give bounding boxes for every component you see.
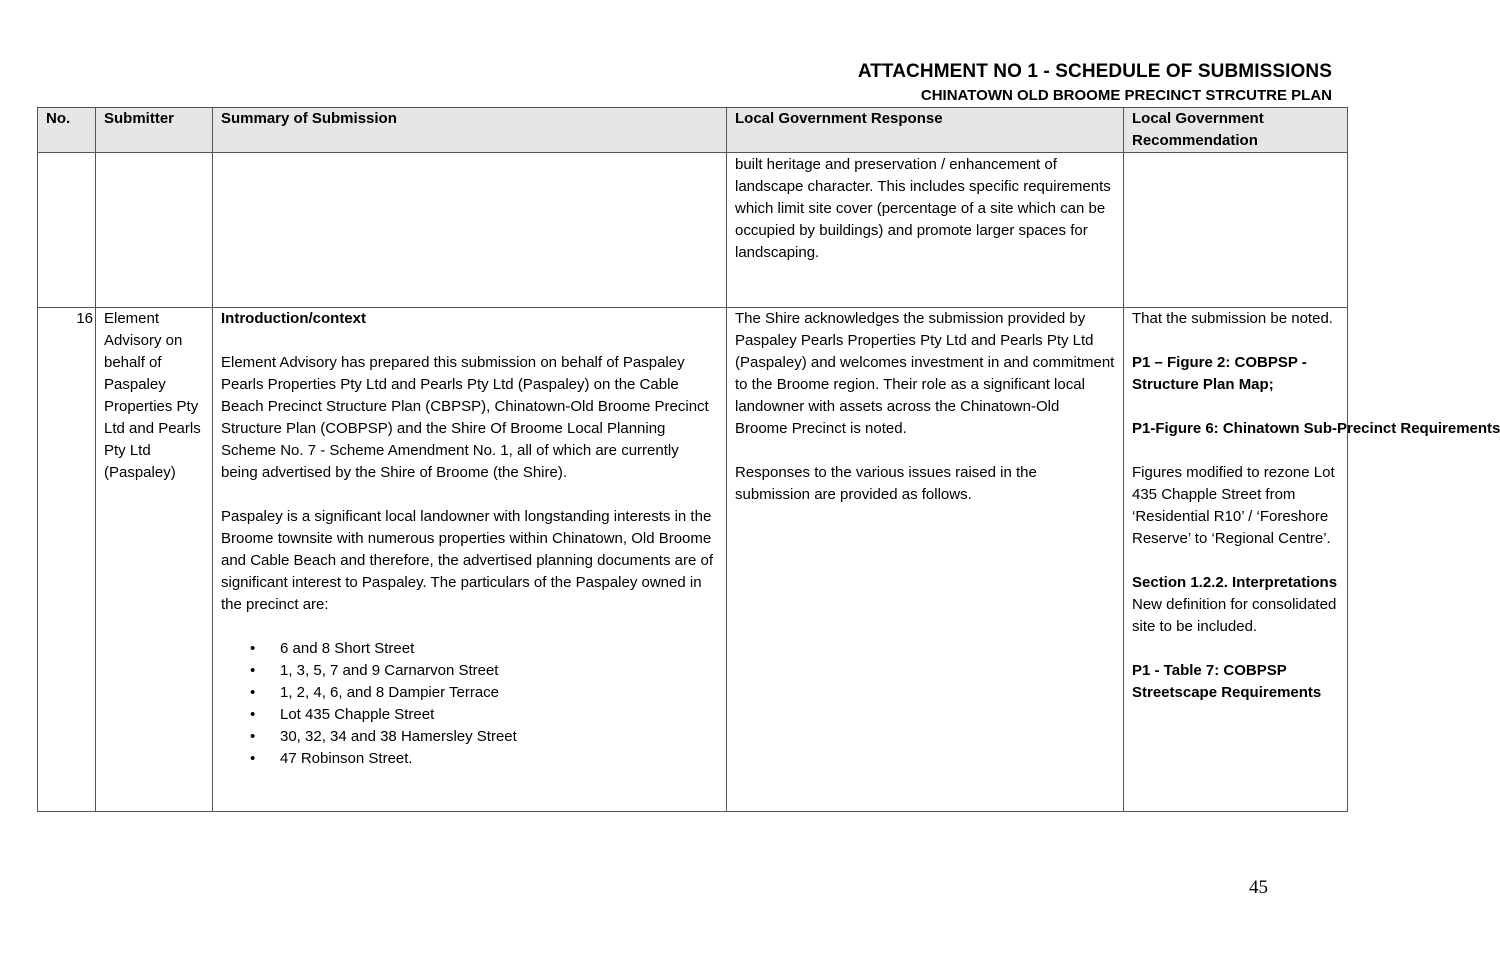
cell-submission-number: 16 [38, 308, 96, 812]
list-item: • 30, 32, 34 and 38 Hamersley Street [221, 726, 718, 748]
response-continued-text: built heritage and preservation / enhancement of landscape character. This includes specific requirements which limit site cover (percentage of a site which can be occupied by buildings) and promote larger spaces for landscaping. [735, 156, 1111, 261]
recommendation-section-heading: Section 1.2.2. Interpretations [1132, 574, 1338, 591]
summary-heading: Introduction/context [221, 310, 366, 327]
recommendation-table-7: P1 - Table 7: COBPSP Streetscape Requirements [1132, 662, 1322, 701]
list-item: • 1, 3, 5, 7 and 9 Carnarvon Street [221, 660, 718, 682]
response-paragraph-1: The Shire acknowledges the submission provided by Paspaley Pearls Properties Pty Ltd and Pearls Pty Ltd (Paspaley) and welcomes investment in and commitment to the Broome region. Their role as a significant local landowner with assets across the Chinatown-Old Broome Precinct is noted. [735, 310, 1115, 437]
summary-paragraph-2: Paspaley is a significant local landowner with longstanding interests in the Broome townsite with numerous properties within Chinatown, Old Broome and Cable Beach and therefore, the advertised planning documents are of significant interest to Paspaley. The particulars of the Paspaley owned in the precinct are: [221, 508, 713, 613]
list-item: • 1, 2, 4, 6, and 8 Dampier Terrace [221, 682, 718, 704]
column-header-submitter: Submitter [96, 108, 213, 153]
cell-local-government-response [727, 308, 1124, 812]
table-header-row [38, 108, 1348, 153]
submissions-table [37, 107, 1500, 812]
recommendation-figure-6: P1-Figure 6: Chinatown Sub-Precinct Requirements [1132, 420, 1500, 437]
cell-no [38, 153, 96, 308]
column-header-summary: Summary of Submission [213, 108, 727, 153]
recommendation-section-text: New definition for consolidated site to be included. [1132, 596, 1337, 635]
table-row-continued [38, 153, 1348, 308]
list-item: • 47 Robinson Street. [221, 748, 718, 770]
property-list [221, 638, 718, 770]
cell-local-government-recommendation [1124, 308, 1500, 812]
page-number: 45 [1249, 877, 1268, 898]
summary-paragraph-1: Element Advisory has prepared this submission on behalf of Paspaley Pearls Properties Pty Ltd and Pearls Pty Ltd (Paspaley) on the Cable Beach Precinct Structure Plan (CBPSP), Chinatown-Old Broome Precinct Structure Plan (COBPSP) and the Shire Of Broome Local Planning Scheme No. 7 - Scheme Amendment No. 1, all of which are currently being advertised by the Shire of Broome (the Shire). [221, 354, 709, 481]
cell-response [727, 153, 1124, 308]
cell-summary [213, 153, 727, 308]
list-item: • Lot 435 Chapple Street [221, 704, 718, 726]
column-header-no: No. [38, 108, 96, 153]
cell-submitter-name: Element Advisory on behalf of Paspaley Properties Pty Ltd and Pearls Pty Ltd (Paspaley) [96, 308, 213, 812]
cell-recommendation [1124, 153, 1348, 308]
recommendation-figure-2: P1 – Figure 2: COBPSP - Structure Plan Map; [1132, 354, 1307, 393]
response-paragraph-2: Responses to the various issues raised in the submission are provided as follows. [735, 464, 1037, 503]
document-subtitle: CHINATOWN OLD BROOME PRECINCT STRCUTRE PLAN [920, 87, 1332, 104]
recommendation-intro: That the submission be noted. [1132, 310, 1333, 327]
cell-submitter [96, 153, 213, 308]
column-header-recommendation: Local Government Recommendation [1124, 108, 1348, 153]
cell-summary-of-submission [213, 308, 727, 812]
list-item: • 6 and 8 Short Street [221, 638, 718, 660]
table-row [38, 308, 1348, 812]
recommendation-figure-text: Figures modified to rezone Lot 435 Chapple Street from ‘Residential R10’ / ‘Foreshore Reserve’ to ‘Regional Centre’. [1132, 464, 1335, 547]
column-header-response: Local Government Response [727, 108, 1124, 153]
document-title: ATTACHMENT NO 1 - SCHEDULE OF SUBMISSIONS [857, 61, 1332, 82]
